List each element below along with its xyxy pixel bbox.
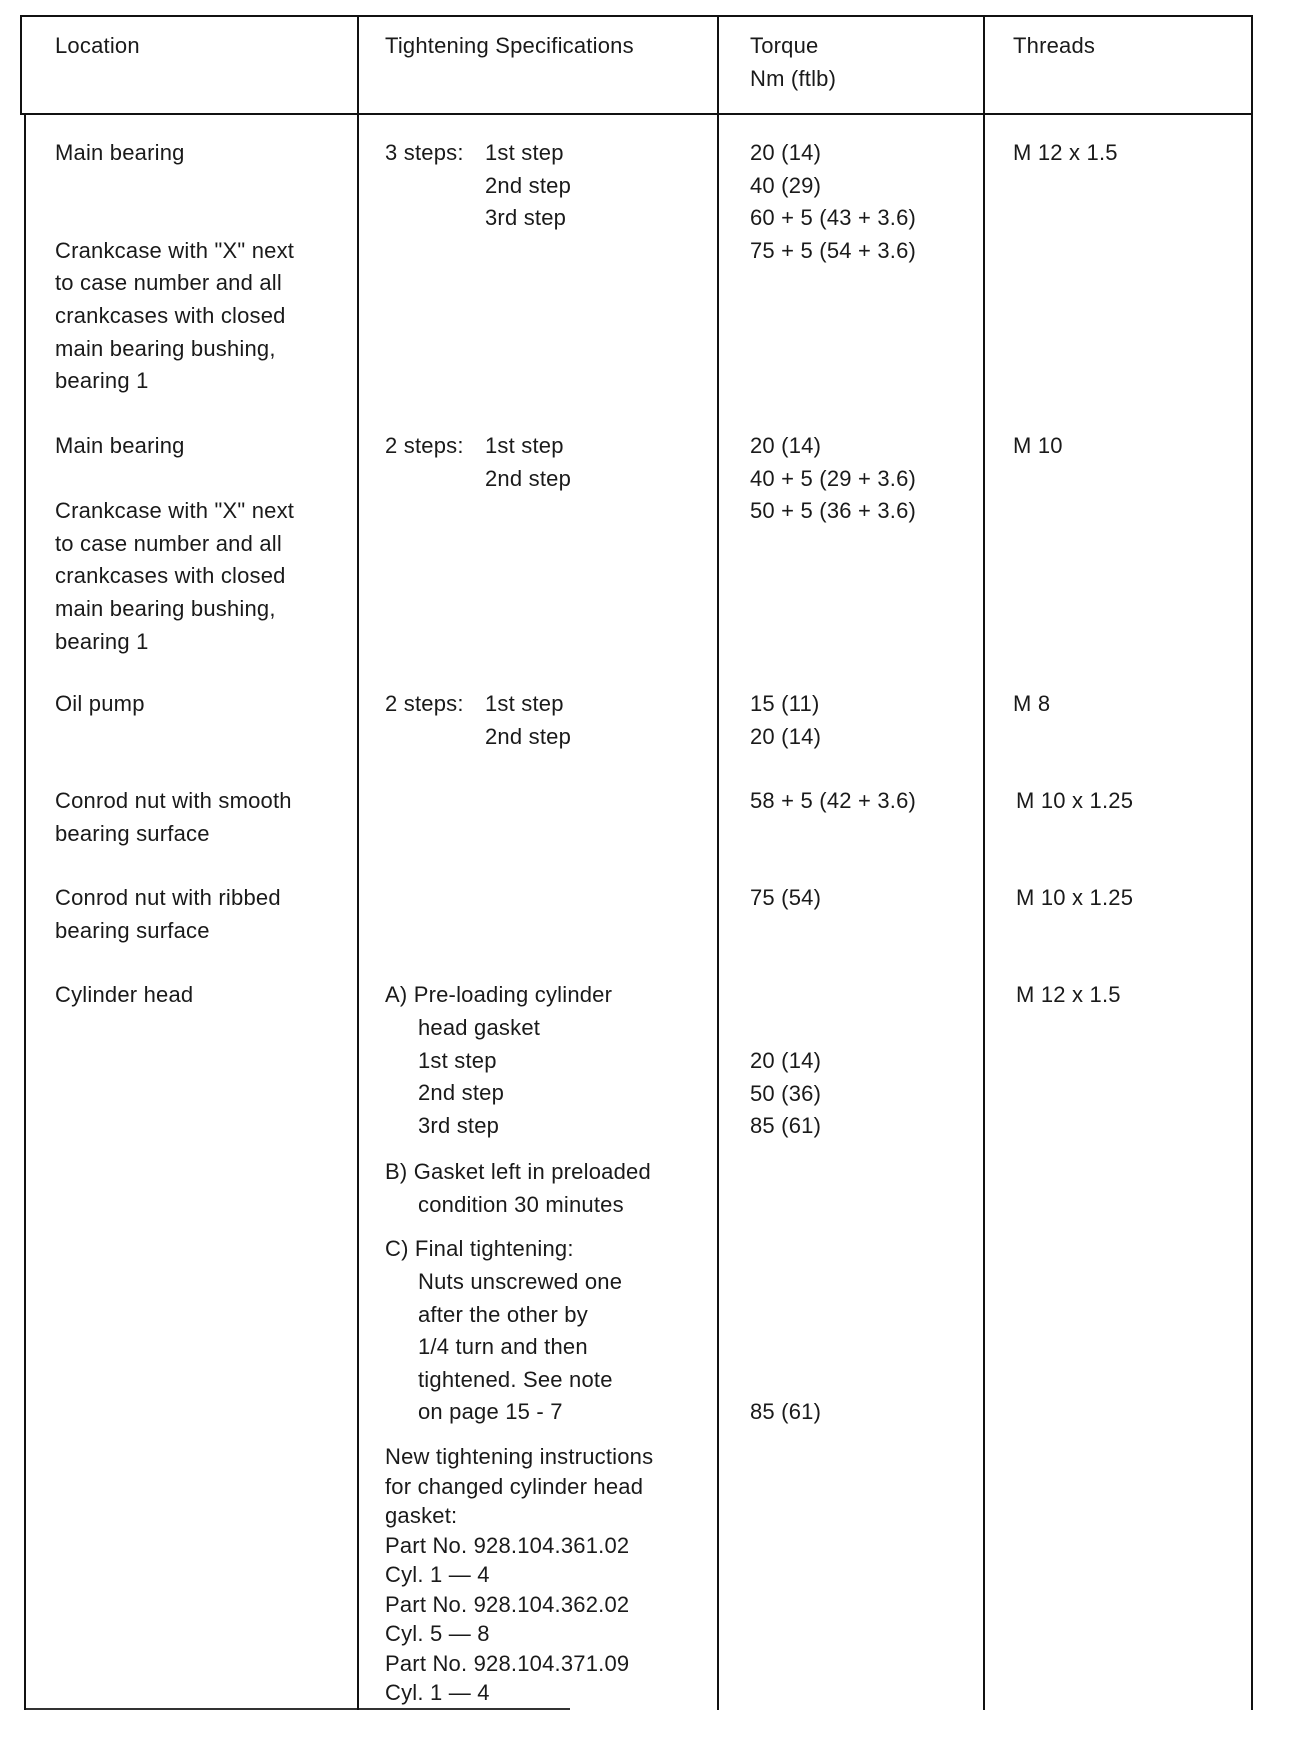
spec-step: 3rd step — [418, 1112, 500, 1138]
spec-step: 2nd step — [485, 465, 572, 491]
thread-value: M 10 — [1013, 433, 1063, 458]
location-line: Crankcase with "X" next — [55, 237, 295, 263]
location-line: Cylinder head — [55, 982, 194, 1007]
header-threads-label: Threads — [1013, 33, 1096, 58]
spec-line: New tightening instructions — [385, 1444, 654, 1469]
location-line — [55, 463, 294, 496]
table-right-rule — [1251, 15, 1253, 1710]
header-threads — [1013, 30, 1095, 63]
row3-specs — [485, 688, 571, 753]
location-line: main bearing bushing, — [55, 335, 276, 361]
row6-threads — [1016, 979, 1121, 1012]
location-line: bearing 1 — [55, 628, 149, 654]
torque-value: 50 + 5 (36 + 3.6) — [750, 498, 917, 524]
row6-torque-c — [750, 1396, 821, 1429]
torque-value: 58 + 5 (42 + 3.6) — [750, 788, 917, 813]
spec-line: tightened. See note — [418, 1366, 613, 1392]
header-specs — [385, 30, 634, 63]
location-line: Crankcase with "X" next — [55, 498, 295, 524]
row2-location — [55, 430, 294, 658]
table-bottom-rule — [24, 1708, 570, 1710]
location-line: main bearing bushing, — [55, 595, 276, 621]
row6-location — [55, 979, 193, 1012]
row3-steps-prefix — [385, 688, 464, 721]
column-rule-1 — [357, 15, 359, 1710]
spec-line: C) Final tightening: — [385, 1236, 574, 1261]
spec-line: B) Gasket left in preloaded — [385, 1159, 651, 1184]
torque-value: 75 (54) — [750, 885, 822, 910]
location-line: crankcases with closed — [55, 302, 286, 328]
row6-spec-c-title — [385, 1233, 574, 1266]
torque-value: 20 (14) — [750, 140, 822, 165]
steps-prefix: 2 steps: — [385, 433, 464, 458]
header-torque-label: Torque — [750, 33, 819, 58]
torque-value: 40 (29) — [750, 172, 822, 198]
row3-location — [55, 688, 145, 721]
row4-threads — [1016, 785, 1133, 818]
row1-torque — [750, 137, 916, 267]
row6-spec-a-title — [385, 979, 612, 1012]
spec-line: head gasket — [418, 1015, 541, 1040]
header-bottom-rule — [20, 113, 1253, 115]
row3-threads — [1013, 688, 1050, 721]
torque-value: 85 (61) — [750, 1113, 822, 1139]
steps-prefix: 2 steps: — [385, 691, 464, 716]
row3-torque — [750, 688, 821, 753]
row1-specs — [485, 137, 571, 235]
location-line: Main bearing — [55, 433, 185, 458]
spec-line: gasket: — [385, 1503, 458, 1528]
spec-step: 1st step — [485, 433, 564, 458]
location-line: bearing surface — [55, 917, 210, 943]
row2-steps-prefix — [385, 430, 464, 463]
location-line: Main bearing — [55, 140, 185, 165]
row2-specs — [485, 430, 571, 495]
table-top-rule — [20, 15, 1253, 17]
location-line: to case number and all — [55, 530, 282, 556]
row1-threads — [1013, 137, 1118, 170]
location-line: to case number and all — [55, 270, 282, 296]
part-number: Part No. 928.104.371.09 — [385, 1650, 630, 1676]
spec-line: after the other by — [418, 1301, 588, 1327]
spec-line: condition 30 minutes — [418, 1192, 624, 1217]
torque-value: 20 (14) — [750, 723, 822, 749]
torque-value: 15 (11) — [750, 691, 820, 716]
spec-line: Nuts unscrewed one — [418, 1269, 623, 1294]
header-torque — [750, 30, 836, 95]
spec-line: A) Pre-loading cylinder — [385, 982, 613, 1007]
location-line: Conrod nut with smooth — [55, 788, 292, 813]
thread-value: M 10 x 1.25 — [1016, 788, 1134, 813]
spec-step: 1st step — [485, 691, 564, 716]
row5-torque — [750, 882, 821, 915]
location-line: Oil pump — [55, 691, 145, 716]
torque-value: 20 (14) — [750, 433, 822, 458]
spec-line: 1/4 turn and then — [418, 1334, 588, 1360]
torque-value: 75 + 5 (54 + 3.6) — [750, 237, 917, 263]
torque-value: 85 (61) — [750, 1399, 822, 1424]
header-specs-label: Tightening Specifications — [385, 33, 634, 58]
thread-value: M 12 x 1.5 — [1013, 140, 1118, 165]
cylinder-range: Cyl. 5 — 8 — [385, 1621, 490, 1646]
torque-value: 20 (14) — [750, 1048, 822, 1073]
spec-line: for changed cylinder head — [385, 1473, 644, 1499]
row5-threads — [1016, 882, 1133, 915]
part-number: Part No. 928.104.362.02 — [385, 1591, 630, 1617]
row5-location — [55, 882, 281, 947]
spec-step: 2nd step — [418, 1080, 505, 1106]
row6-new-instructions — [385, 1442, 653, 1708]
spec-step: 2nd step — [485, 172, 572, 198]
row6-spec-a-steps — [418, 1012, 540, 1142]
table-left-rule-body — [24, 113, 26, 1710]
cylinder-range: Cyl. 1 — 4 — [385, 1562, 490, 1587]
location-line: bearing 1 — [55, 368, 149, 394]
row4-location — [55, 785, 292, 850]
location-line — [55, 170, 294, 203]
spec-step: 2nd step — [485, 723, 572, 749]
row1-location — [55, 137, 294, 398]
spec-step: 1st step — [418, 1047, 497, 1073]
location-line — [55, 202, 294, 235]
steps-prefix: 3 steps: — [385, 140, 464, 165]
torque-value: 50 (36) — [750, 1080, 822, 1106]
row6-torque-a — [750, 1045, 821, 1143]
column-rule-3 — [983, 15, 985, 1710]
torque-value: 60 + 5 (43 + 3.6) — [750, 205, 917, 231]
row4-torque — [750, 785, 916, 818]
row1-steps-prefix — [385, 137, 464, 170]
row6-spec-c-body — [418, 1266, 622, 1429]
thread-value: M 10 x 1.25 — [1016, 885, 1134, 910]
thread-value: M 8 — [1013, 691, 1051, 716]
row2-threads — [1013, 430, 1063, 463]
row6-spec-b-body — [418, 1189, 624, 1222]
location-line: bearing surface — [55, 820, 210, 846]
row2-torque — [750, 430, 916, 528]
cylinder-range: Cyl. 1 — 4 — [385, 1680, 490, 1705]
thread-value: M 12 x 1.5 — [1016, 982, 1121, 1007]
table-left-rule — [20, 15, 22, 115]
header-location-label: Location — [55, 33, 140, 58]
spec-line: on page 15 - 7 — [418, 1399, 563, 1425]
location-line: Conrod nut with ribbed — [55, 885, 281, 910]
location-line: crankcases with closed — [55, 563, 286, 589]
spec-step: 1st step — [485, 140, 564, 165]
column-rule-2 — [717, 15, 719, 1710]
spec-step: 3rd step — [485, 205, 567, 231]
part-number: Part No. 928.104.361.02 — [385, 1532, 630, 1558]
row6-spec-b-title — [385, 1156, 651, 1189]
header-torque-unit: Nm (ftlb) — [750, 65, 837, 91]
header-location — [55, 30, 140, 63]
torque-value: 40 + 5 (29 + 3.6) — [750, 465, 917, 491]
